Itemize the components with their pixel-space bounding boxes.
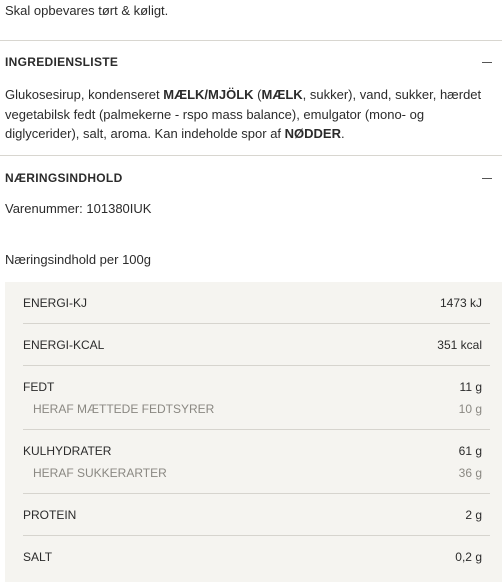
row-label-saturated-fat: HERAF MÆTTEDE FEDTSYRER xyxy=(33,402,215,416)
nutrition-title: NÆRINGSINDHOLD xyxy=(5,171,123,185)
allergen-text: NØDDER xyxy=(284,126,341,141)
ingredients-header[interactable] xyxy=(5,54,492,70)
row-label-salt: SALT xyxy=(23,550,53,564)
row-value-energy-kj: 1473 kJ xyxy=(439,296,482,310)
row-label-fat: FEDT xyxy=(23,380,55,394)
nutrition-header[interactable] xyxy=(5,170,492,186)
ingredients-title: INGREDIENSLISTE xyxy=(5,55,119,69)
row-value-salt: 0,2 g xyxy=(455,550,482,564)
row-value-carbs: 61 g xyxy=(458,444,482,458)
row-label-sugars: HERAF SUKKERARTER xyxy=(33,466,167,480)
item-number: Varenummer: 101380IUK xyxy=(5,201,152,216)
row-separator xyxy=(23,365,490,366)
collapse-icon[interactable] xyxy=(482,178,492,179)
allergen-text: MÆLK/MJÖLK xyxy=(163,87,254,102)
row-separator xyxy=(23,535,490,536)
row-value-protein: 2 g xyxy=(465,508,482,522)
ingredient-text: Glukosesirup, kondenseret xyxy=(5,87,164,102)
row-value-energy-kcal: 351 kcal xyxy=(437,338,482,352)
row-value-fat: 11 g xyxy=(459,380,482,394)
nutrition-table xyxy=(5,282,502,582)
row-value-saturated-fat: 10 g xyxy=(458,402,482,416)
divider xyxy=(0,155,502,156)
row-label-energy-kj: ENERGI-KJ xyxy=(23,296,88,310)
row-separator xyxy=(23,493,490,494)
divider xyxy=(0,40,502,41)
row-label-energy-kcal: ENERGI-KCAL xyxy=(23,338,105,352)
row-value-sugars: 36 g xyxy=(458,466,482,480)
row-separator xyxy=(23,323,490,324)
ingredient-text: ( xyxy=(253,87,262,102)
storage-note: Skal opbevares tørt & køligt. xyxy=(5,3,169,18)
collapse-icon[interactable] xyxy=(482,62,492,63)
nutrition-per-label: Næringsindhold per 100g xyxy=(5,252,151,267)
row-separator xyxy=(23,429,490,430)
row-label-protein: PROTEIN xyxy=(23,508,77,522)
ingredients-text xyxy=(5,85,495,144)
ingredient-text: , sukker), vand, sukker, hærdet vegetabilsk fedt (palmekerne - rspo mass balance), emulgator (mono- og diglycerider), salt, aroma. Kan indeholde spor af xyxy=(5,87,482,141)
allergen-text: MÆLK xyxy=(261,87,303,102)
row-label-carbs: KULHYDRATER xyxy=(23,444,112,458)
ingredient-text: . xyxy=(341,126,345,141)
